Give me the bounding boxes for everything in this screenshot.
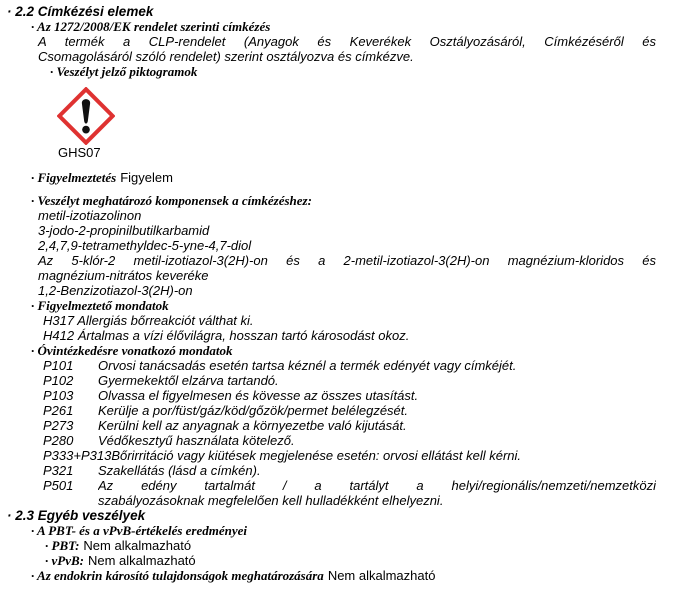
precaution-row [0, 358, 679, 373]
precautionary-statements-heading: · Óvintézkedésre vonatkozó mondatok [31, 343, 233, 358]
p-text: Védőkesztyű használata kötelező. [98, 433, 295, 448]
component-line: magnézium-nitrátos keveréke [38, 268, 209, 283]
p-text: Bőrirritáció vagy kiütések megjelenése esetén: orvosi ellátást kell kérni. [111, 448, 522, 463]
hazard-statement-row [0, 328, 679, 343]
hazard-statements-heading: · Figyelmeztető mondatok [31, 298, 169, 313]
p-text: Gyermekektől elzárva tartandó. [98, 373, 279, 388]
component-line: 2,4,7,9-tetramethyldec-5-yne-4,7-diol [38, 238, 252, 253]
precaution-row [0, 388, 679, 403]
hazard-pictograms-heading: · Veszélyt jelző piktogramok [50, 64, 198, 79]
h-code: H317 [43, 313, 75, 328]
clp-statement-line-1: A termék a CLP-rendelet (Anyagok és Keverékek Osztályozásáról, Címkézéséről és [38, 34, 656, 49]
h-code: H412 [43, 328, 75, 343]
component-line: 3-jodo-2-propinilbutilkarbamid [38, 223, 210, 238]
precaution-row [0, 433, 679, 448]
pbt-label: · PBT: [45, 538, 80, 553]
p-text: Szakellátás (lásd a címkén). [98, 463, 261, 478]
hazard-statement-row [0, 313, 679, 328]
endocrine-row [0, 568, 679, 583]
p-code: P101 [43, 358, 74, 373]
p-text: Az edény tartalmát / a tartályt a helyi/regionális/nemzeti/nemzetközi [98, 478, 656, 493]
precaution-row [0, 373, 679, 388]
regulation-labelling-heading: · Az 1272/2008/EK rendelet szerinti címkézés [31, 19, 271, 34]
p-text: Kerülni kell az anyagnak a környezetbe való kijutását. [98, 418, 407, 433]
endocrine-label: · Az endokrin károsító tulajdonságok meghatározására [31, 568, 324, 583]
vpvb-row [0, 553, 679, 568]
component-line: Az 5-klór-2 metil-izotiazol-3(2H)-on és a 2-metil-izotiazol-3(2H)-on magnézium-kloridos és [38, 253, 656, 268]
pbt-row [0, 538, 679, 553]
p-code: P261 [43, 403, 74, 418]
p501-continuation: szabályozásoknak megfelelően kell hulladékként elhelyezni. [98, 493, 444, 508]
vpvb-label: · vPvB: [45, 553, 84, 568]
clp-statement-line-2: Csomagolásáról szóló rendelet) szerint osztályozva és címkézve. [38, 49, 414, 64]
p-code: P501 [43, 478, 74, 493]
signal-word-heading: · Figyelmeztetés [31, 170, 117, 185]
component-line: metil-izotiazolinon [38, 208, 142, 223]
p-code: P333+P313 [43, 448, 112, 463]
endocrine-value: Nem alkalmazható [327, 568, 436, 583]
p-text: Kerülje a por/füst/gáz/köd/gőzök/permet belélegzését. [98, 403, 409, 418]
exclamation-diamond-icon [57, 87, 115, 145]
p-code: P273 [43, 418, 74, 433]
p-text: Orvosi tanácsadás esetén tartsa kéznél a termék edényét vagy címkéjét. [98, 358, 517, 373]
component-line: 1,2-Benzizotiazol-3(2H)-on [38, 283, 193, 298]
precaution-row-p501 [0, 478, 679, 493]
p-code: P103 [43, 388, 74, 403]
determining-components-heading: · Veszélyt meghatározó komponensek a címkézéshez: [31, 193, 312, 208]
signal-word-row [0, 170, 679, 185]
pbt-value: Nem alkalmazható [83, 538, 192, 553]
p-text: Olvassa el figyelmesen és kövesse az összes utasítást. [98, 388, 419, 403]
ghs07-label: GHS07 [58, 145, 101, 160]
pbt-vpvb-heading: · A PBT- és a vPvB-értékelés eredményei [31, 523, 248, 538]
h-text: Ártalmas a vízi élővilágra, hosszan tartó károsodást okoz. [77, 328, 410, 343]
exclamation-dot [82, 126, 90, 134]
p-code: P280 [43, 433, 74, 448]
vpvb-value: Nem alkalmazható [87, 553, 196, 568]
h-text: Allergiás bőrreakciót válthat ki. [77, 313, 254, 328]
precaution-row [0, 418, 679, 433]
section-2-3-heading: · 2.3 Egyéb veszélyek [7, 508, 146, 523]
p-code: P102 [43, 373, 74, 388]
section-2-2-heading: · 2.2 Címkézési elemek [7, 4, 154, 19]
precaution-row [0, 448, 679, 463]
signal-word-value: Figyelem [120, 170, 173, 185]
precaution-row [0, 463, 679, 478]
precaution-row [0, 403, 679, 418]
p-code: P321 [43, 463, 74, 478]
ghs07-pictogram [0, 87, 679, 145]
